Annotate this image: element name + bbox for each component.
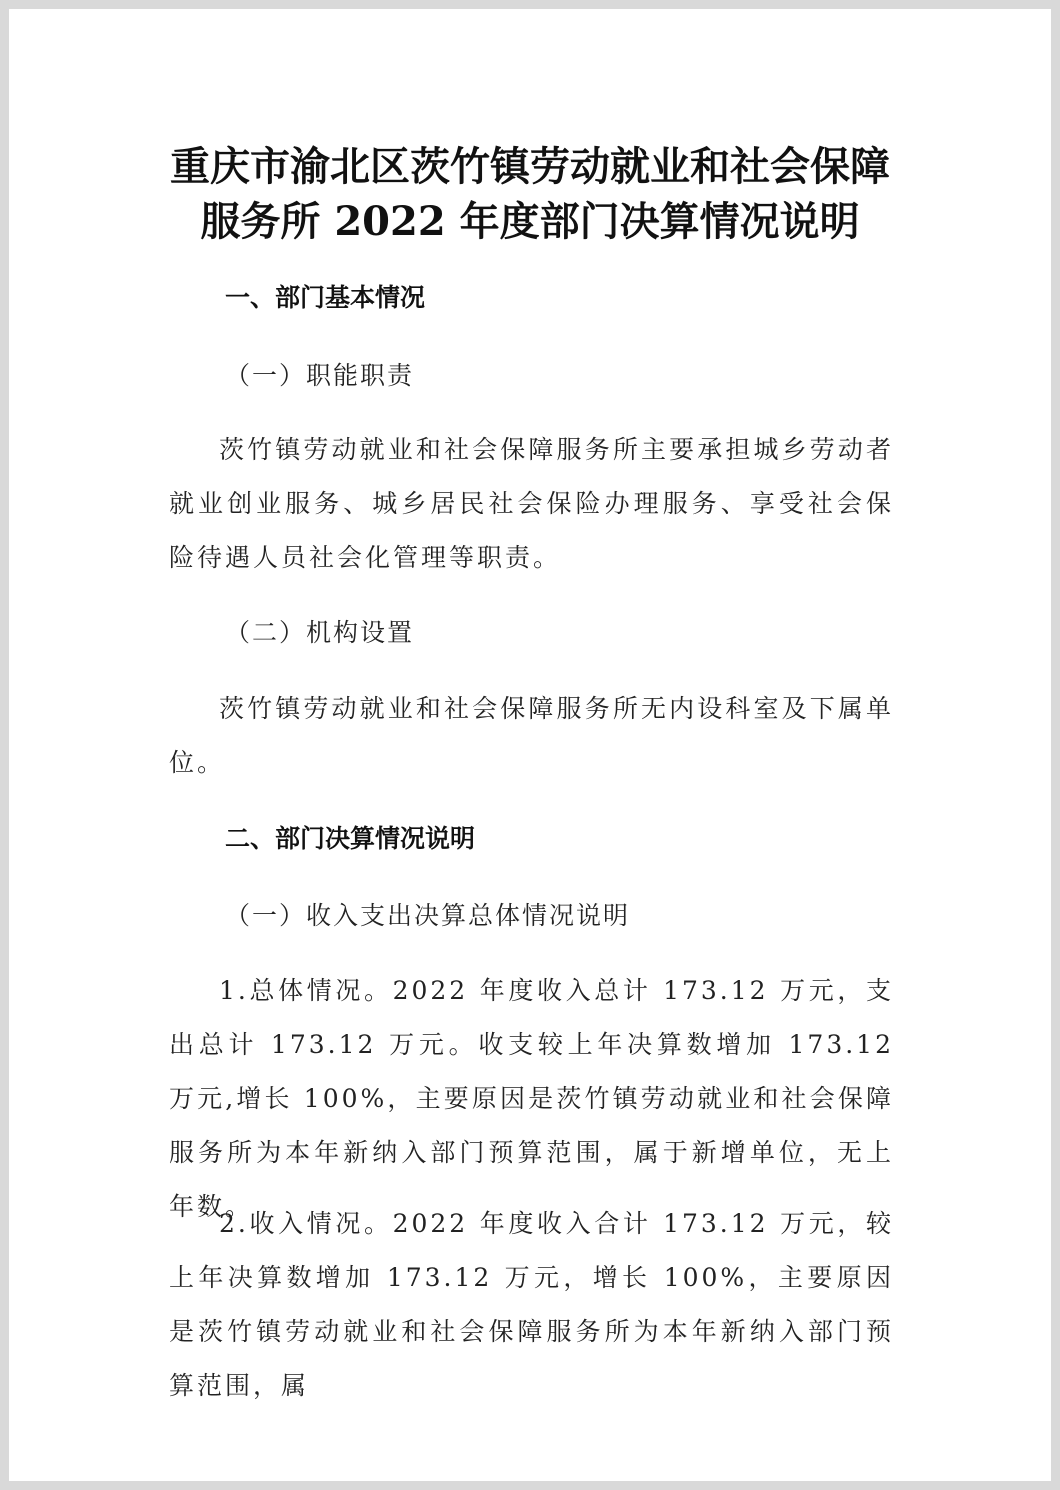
paragraph-organization: 茨竹镇劳动就业和社会保障服务所无内设科室及下属单位。: [169, 694, 894, 777]
subheading-functions: （一）职能职责: [225, 361, 415, 390]
paragraph-income: 2.收入情况。2022 年度收入合计 173.12 万元，较上年决算数增加 173.12 万元，增长 100%，主要原因是茨竹镇劳动就业和社会保障服务所为本年新纳入部门预算范围，属: [169, 1209, 894, 1400]
section-heading-basic-info: 一、部门基本情况: [225, 283, 426, 312]
paragraph-functions: 茨竹镇劳动就业和社会保障服务所主要承担城乡劳动者就业创业服务、城乡居民社会保险办理服务、享受社会保险待遇人员社会化管理等职责。: [169, 435, 894, 572]
document-page: [9, 9, 1051, 1481]
document-title-line-2: 服务所 2022 年度部门决算情况说明: [200, 198, 860, 245]
subheading-organization: （二）机构设置: [225, 618, 415, 647]
document-title-line-1: 重庆市渝北区茨竹镇劳动就业和社会保障: [170, 143, 890, 190]
section-heading-final-accounts: 二、部门决算情况说明: [225, 824, 476, 853]
subheading-overall-income-expenditure: （一）收入支出决算总体情况说明: [225, 901, 631, 930]
paragraph-overall: 1.总体情况。2022 年度收入总计 173.12 万元，支出总计 173.12 万元。收支较上年决算数增加 173.12 万元,增长 100%，主要原因是茨竹镇劳动就业和社会保障服务所为本年新纳入部门预算范围，属于新增单位，无上年数。: [169, 976, 894, 1221]
